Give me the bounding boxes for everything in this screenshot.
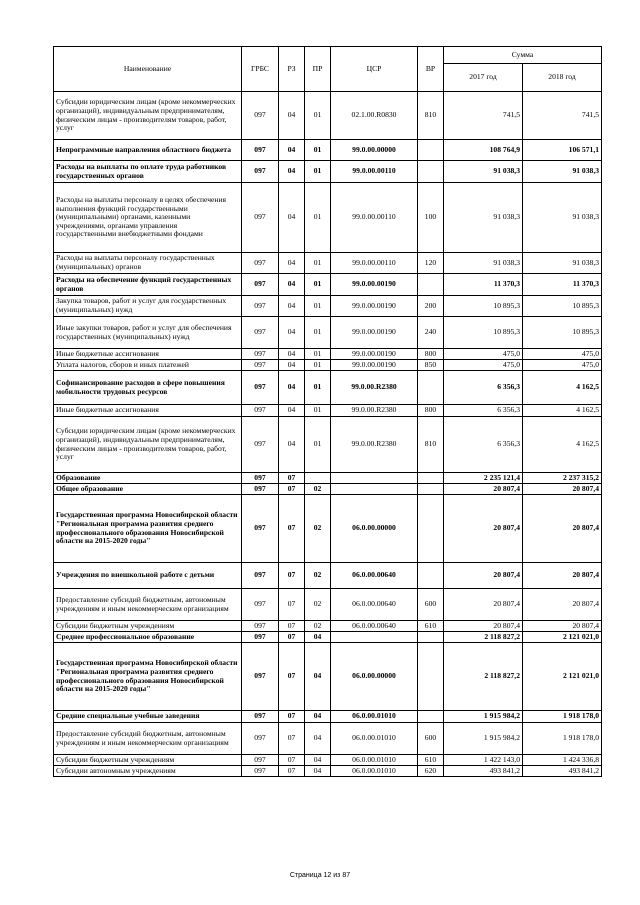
cell-vr: 800: [418, 349, 444, 360]
cell-vr: [418, 632, 444, 643]
cell-pr: 01: [305, 417, 331, 473]
cell-rz: 04: [279, 253, 305, 274]
cell-name: Среднее профессиональное образование: [54, 632, 242, 643]
cell-csr: 99.0.00.00110: [331, 253, 418, 274]
cell-sum-2017: 1 915 984,2: [444, 711, 523, 723]
cell-pr: 01: [305, 371, 331, 405]
cell-sum-2018: 741,5: [523, 92, 602, 140]
cell-pr: 01: [305, 349, 331, 360]
table-row: [54, 360, 602, 371]
cell-sum-2017: 91 038,3: [444, 183, 523, 253]
cell-vr: 100: [418, 183, 444, 253]
table-row: [54, 495, 602, 563]
cell-vr: 240: [418, 317, 444, 349]
cell-vr: [418, 274, 444, 296]
header-vr: ВР: [418, 47, 444, 92]
cell-name: Иные бюджетные ассигнования: [54, 405, 242, 417]
table-row: [54, 473, 602, 484]
cell-sum-2017: 6 356,3: [444, 405, 523, 417]
cell-name: Иные закупки товаров, работ и услуг для обеспечения государственных (муниципальных) нужд: [54, 317, 242, 349]
cell-rz: 07: [279, 766, 305, 777]
cell-vr: 810: [418, 92, 444, 140]
cell-sum-2018: 493 841,2: [523, 766, 602, 777]
cell-grbs: 097: [242, 632, 279, 643]
table-row: [54, 589, 602, 621]
cell-pr: 01: [305, 296, 331, 317]
cell-rz: 04: [279, 417, 305, 473]
cell-pr: 01: [305, 317, 331, 349]
page-number: Страница 12 из 87: [289, 872, 351, 879]
cell-grbs: 097: [242, 473, 279, 484]
cell-grbs: 097: [242, 766, 279, 777]
table-row: [54, 317, 602, 349]
cell-pr: 01: [305, 161, 331, 183]
cell-csr: 06.0.00.00640: [331, 563, 418, 589]
cell-name: Предоставление субсидий бюджетным, автономным учреждениям и иным некоммерческим организациям: [54, 589, 242, 621]
cell-vr: [418, 495, 444, 563]
cell-name: Субсидии бюджетным учреждениям: [54, 621, 242, 632]
cell-csr: 99.0.00.00190: [331, 360, 418, 371]
cell-name: Общее образование: [54, 484, 242, 495]
cell-pr: 01: [305, 274, 331, 296]
cell-rz: 07: [279, 484, 305, 495]
cell-vr: [418, 473, 444, 484]
cell-pr: 02: [305, 589, 331, 621]
cell-sum-2018: 1 918 178,0: [523, 711, 602, 723]
cell-pr: 04: [305, 643, 331, 711]
cell-grbs: 097: [242, 563, 279, 589]
cell-rz: 07: [279, 723, 305, 755]
cell-grbs: 097: [242, 589, 279, 621]
cell-sum-2018: 2 121 021,0: [523, 632, 602, 643]
cell-csr: 99.0.00.00190: [331, 317, 418, 349]
table-body: [54, 92, 602, 777]
cell-sum-2018: 20 807,4: [523, 563, 602, 589]
cell-sum-2017: 91 038,3: [444, 253, 523, 274]
cell-csr: 99.0.00.00110: [331, 161, 418, 183]
cell-pr: 01: [305, 183, 331, 253]
cell-csr: 99.0.00.R2380: [331, 371, 418, 405]
cell-vr: [418, 161, 444, 183]
cell-sum-2017: 20 807,4: [444, 484, 523, 495]
cell-pr: 04: [305, 723, 331, 755]
cell-sum-2017: 20 807,4: [444, 495, 523, 563]
cell-vr: 850: [418, 360, 444, 371]
cell-grbs: 097: [242, 621, 279, 632]
cell-pr: 04: [305, 766, 331, 777]
header-name: Наименование: [54, 47, 242, 92]
cell-rz: 04: [279, 349, 305, 360]
cell-csr: 99.0.00.00000: [331, 140, 418, 161]
header-year-2018: 2018 год: [523, 64, 602, 92]
cell-name: Субсидии автономным учреждениям: [54, 766, 242, 777]
table-row: [54, 183, 602, 253]
cell-name: Предоставление субсидий бюджетным, автономным учреждениям и иным некоммерческим организациям: [54, 723, 242, 755]
cell-sum-2018: 475,0: [523, 360, 602, 371]
cell-sum-2017: 10 895,3: [444, 317, 523, 349]
cell-pr: 04: [305, 632, 331, 643]
cell-grbs: 097: [242, 711, 279, 723]
cell-rz: 04: [279, 183, 305, 253]
cell-vr: 120: [418, 253, 444, 274]
cell-pr: 04: [305, 755, 331, 766]
cell-grbs: 097: [242, 253, 279, 274]
cell-name: Средние специальные учебные заведения: [54, 711, 242, 723]
cell-csr: 99.0.00.00190: [331, 349, 418, 360]
header-pr: ПР: [305, 47, 331, 92]
cell-rz: 04: [279, 140, 305, 161]
table-row: [54, 632, 602, 643]
cell-sum-2018: 20 807,4: [523, 495, 602, 563]
header-csr: ЦСР: [331, 47, 418, 92]
cell-sum-2018: 10 895,3: [523, 296, 602, 317]
cell-vr: [418, 484, 444, 495]
cell-sum-2018: 2 237 315,2: [523, 473, 602, 484]
table-row: [54, 274, 602, 296]
cell-grbs: 097: [242, 371, 279, 405]
cell-pr: 01: [305, 253, 331, 274]
cell-sum-2017: 2 235 121,4: [444, 473, 523, 484]
cell-csr: 99.0.00.R2380: [331, 417, 418, 473]
cell-rz: 07: [279, 473, 305, 484]
cell-rz: 04: [279, 405, 305, 417]
cell-csr: 06.0.00.01010: [331, 711, 418, 723]
cell-grbs: 097: [242, 723, 279, 755]
table-row: [54, 161, 602, 183]
table-row: [54, 643, 602, 711]
cell-csr: 06.0.00.01010: [331, 723, 418, 755]
cell-sum-2017: 1 422 143,0: [444, 755, 523, 766]
cell-vr: [418, 643, 444, 711]
cell-sum-2017: 493 841,2: [444, 766, 523, 777]
table-row: [54, 371, 602, 405]
cell-rz: 04: [279, 296, 305, 317]
cell-sum-2018: 20 807,4: [523, 589, 602, 621]
cell-pr: [305, 473, 331, 484]
table-row: [54, 92, 602, 140]
cell-name: Государственная программа Новосибирской области "Региональная программа развития среднего профессионального образования Новосибирской области на 2015-2020 годы": [54, 495, 242, 563]
cell-rz: 07: [279, 563, 305, 589]
cell-sum-2017: 20 807,4: [444, 563, 523, 589]
cell-grbs: 097: [242, 755, 279, 766]
cell-vr: [418, 563, 444, 589]
cell-grbs: 097: [242, 296, 279, 317]
cell-rz: 07: [279, 589, 305, 621]
cell-csr: 99.0.00.00190: [331, 296, 418, 317]
cell-rz: 04: [279, 274, 305, 296]
header-sum: Сумма: [444, 47, 602, 64]
cell-grbs: 097: [242, 417, 279, 473]
table-row: [54, 723, 602, 755]
table-row: [54, 766, 602, 777]
cell-sum-2018: 91 038,3: [523, 161, 602, 183]
cell-csr: [331, 473, 418, 484]
cell-csr: 02.1.00.R0830: [331, 92, 418, 140]
cell-vr: 810: [418, 417, 444, 473]
cell-csr: [331, 484, 418, 495]
cell-grbs: 097: [242, 360, 279, 371]
cell-name: Государственная программа Новосибирской области "Региональная программа развития среднего профессионального образования Новосибирской области на 2015-2020 годы": [54, 643, 242, 711]
cell-csr: [331, 632, 418, 643]
cell-sum-2018: 4 162,5: [523, 405, 602, 417]
cell-sum-2017: 475,0: [444, 360, 523, 371]
cell-vr: [418, 371, 444, 405]
cell-sum-2018: 475,0: [523, 349, 602, 360]
cell-sum-2018: 1 918 178,0: [523, 723, 602, 755]
cell-pr: 02: [305, 621, 331, 632]
cell-name: Образование: [54, 473, 242, 484]
table-row: [54, 563, 602, 589]
cell-csr: 06.0.00.01010: [331, 766, 418, 777]
cell-csr: 06.0.00.00640: [331, 589, 418, 621]
cell-rz: 04: [279, 161, 305, 183]
cell-csr: 99.0.00.R2380: [331, 405, 418, 417]
table-row: [54, 405, 602, 417]
cell-sum-2017: 11 370,3: [444, 274, 523, 296]
cell-sum-2018: 20 807,4: [523, 484, 602, 495]
table-row: [54, 621, 602, 632]
cell-vr: 610: [418, 755, 444, 766]
cell-vr: [418, 711, 444, 723]
cell-csr: 06.0.00.00000: [331, 495, 418, 563]
cell-grbs: 097: [242, 643, 279, 711]
cell-vr: 600: [418, 723, 444, 755]
cell-sum-2017: 741,5: [444, 92, 523, 140]
table-row: [54, 484, 602, 495]
cell-grbs: 097: [242, 405, 279, 417]
cell-pr: 01: [305, 360, 331, 371]
cell-sum-2017: 20 807,4: [444, 621, 523, 632]
cell-name: Субсидии юридическим лицам (кроме некоммерческих организаций), индивидуальным предпринимателям, физическим лицам - производителям товаров, работ, услуг: [54, 92, 242, 140]
cell-vr: 620: [418, 766, 444, 777]
cell-pr: 01: [305, 92, 331, 140]
cell-grbs: 097: [242, 140, 279, 161]
cell-csr: 06.0.00.00640: [331, 621, 418, 632]
cell-vr: 610: [418, 621, 444, 632]
cell-vr: 800: [418, 405, 444, 417]
cell-sum-2018: 106 571,1: [523, 140, 602, 161]
cell-grbs: 097: [242, 349, 279, 360]
cell-grbs: 097: [242, 317, 279, 349]
header-rz: РЗ: [279, 47, 305, 92]
cell-rz: 07: [279, 495, 305, 563]
cell-rz: 04: [279, 92, 305, 140]
cell-name: Иные бюджетные ассигнования: [54, 349, 242, 360]
cell-name: Субсидии бюджетным учреждениям: [54, 755, 242, 766]
cell-sum-2017: 20 807,4: [444, 589, 523, 621]
cell-grbs: 097: [242, 274, 279, 296]
cell-sum-2017: 10 895,3: [444, 296, 523, 317]
cell-pr: 02: [305, 563, 331, 589]
cell-grbs: 097: [242, 484, 279, 495]
cell-sum-2017: 2 118 827,2: [444, 643, 523, 711]
header-year-2017: 2017 год: [444, 64, 523, 92]
cell-grbs: 097: [242, 161, 279, 183]
cell-name: Субсидии юридическим лицам (кроме некоммерческих организаций), индивидуальным предпринимателям, физическим лицам - производителям товаров, работ, услуг: [54, 417, 242, 473]
header-grbs: ГРБС: [242, 47, 279, 92]
cell-sum-2018: 2 121 021,0: [523, 643, 602, 711]
cell-sum-2018: 11 370,3: [523, 274, 602, 296]
cell-sum-2017: 6 356,3: [444, 371, 523, 405]
cell-vr: [418, 140, 444, 161]
cell-pr: 02: [305, 484, 331, 495]
budget-table-page: [53, 46, 601, 777]
cell-csr: 06.0.00.01010: [331, 755, 418, 766]
cell-name: Расходы на выплаты персоналу государственных (муниципальных) органов: [54, 253, 242, 274]
cell-csr: 06.0.00.00000: [331, 643, 418, 711]
cell-rz: 04: [279, 360, 305, 371]
cell-name: Закупка товаров, работ и услуг для государственных (муниципальных) нужд: [54, 296, 242, 317]
cell-rz: 07: [279, 621, 305, 632]
cell-grbs: 097: [242, 92, 279, 140]
cell-sum-2017: 475,0: [444, 349, 523, 360]
cell-sum-2018: 91 038,3: [523, 253, 602, 274]
table-row: [54, 253, 602, 274]
cell-name: Софинансирование расходов в сфере повышения мобильности трудовых ресурсов: [54, 371, 242, 405]
cell-sum-2017: 108 764,9: [444, 140, 523, 161]
cell-vr: 600: [418, 589, 444, 621]
cell-grbs: 097: [242, 183, 279, 253]
cell-rz: 04: [279, 317, 305, 349]
cell-rz: 07: [279, 755, 305, 766]
cell-csr: 99.0.00.00190: [331, 274, 418, 296]
cell-name: Непрограммные направления областного бюджета: [54, 140, 242, 161]
cell-sum-2017: 1 915 984,2: [444, 723, 523, 755]
cell-sum-2018: 20 807,4: [523, 621, 602, 632]
cell-grbs: 097: [242, 495, 279, 563]
cell-sum-2017: 2 118 827,2: [444, 632, 523, 643]
cell-sum-2018: 4 162,5: [523, 371, 602, 405]
budget-table: [53, 46, 602, 777]
cell-pr: 01: [305, 405, 331, 417]
cell-sum-2018: 10 895,3: [523, 317, 602, 349]
cell-pr: 02: [305, 495, 331, 563]
table-row: [54, 755, 602, 766]
cell-name: Расходы на обеспечение функций государственных органов: [54, 274, 242, 296]
cell-sum-2017: 6 356,3: [444, 417, 523, 473]
cell-sum-2018: 1 424 336,8: [523, 755, 602, 766]
table-row: [54, 349, 602, 360]
cell-name: Расходы на выплаты по оплате труда работников государственных органов: [54, 161, 242, 183]
table-row: [54, 296, 602, 317]
cell-name: Расходы на выплаты персоналу в целях обеспечения выполнения функций государственными (муниципальными) органами, казенными учреждениями, органами управления государственными внебюджетными фондами: [54, 183, 242, 253]
cell-name: Уплата налогов, сборов и иных платежей: [54, 360, 242, 371]
table-row: [54, 711, 602, 723]
cell-pr: 04: [305, 711, 331, 723]
cell-rz: 07: [279, 643, 305, 711]
table-row: [54, 140, 602, 161]
cell-rz: 07: [279, 632, 305, 643]
cell-sum-2018: 4 162,5: [523, 417, 602, 473]
cell-rz: 04: [279, 371, 305, 405]
cell-rz: 07: [279, 711, 305, 723]
cell-sum-2018: 91 038,3: [523, 183, 602, 253]
cell-pr: 01: [305, 140, 331, 161]
cell-csr: 99.0.00.00110: [331, 183, 418, 253]
cell-sum-2017: 91 038,3: [444, 161, 523, 183]
table-row: [54, 417, 602, 473]
cell-name: Учреждения по внешкольной работе с детьми: [54, 563, 242, 589]
cell-vr: 200: [418, 296, 444, 317]
